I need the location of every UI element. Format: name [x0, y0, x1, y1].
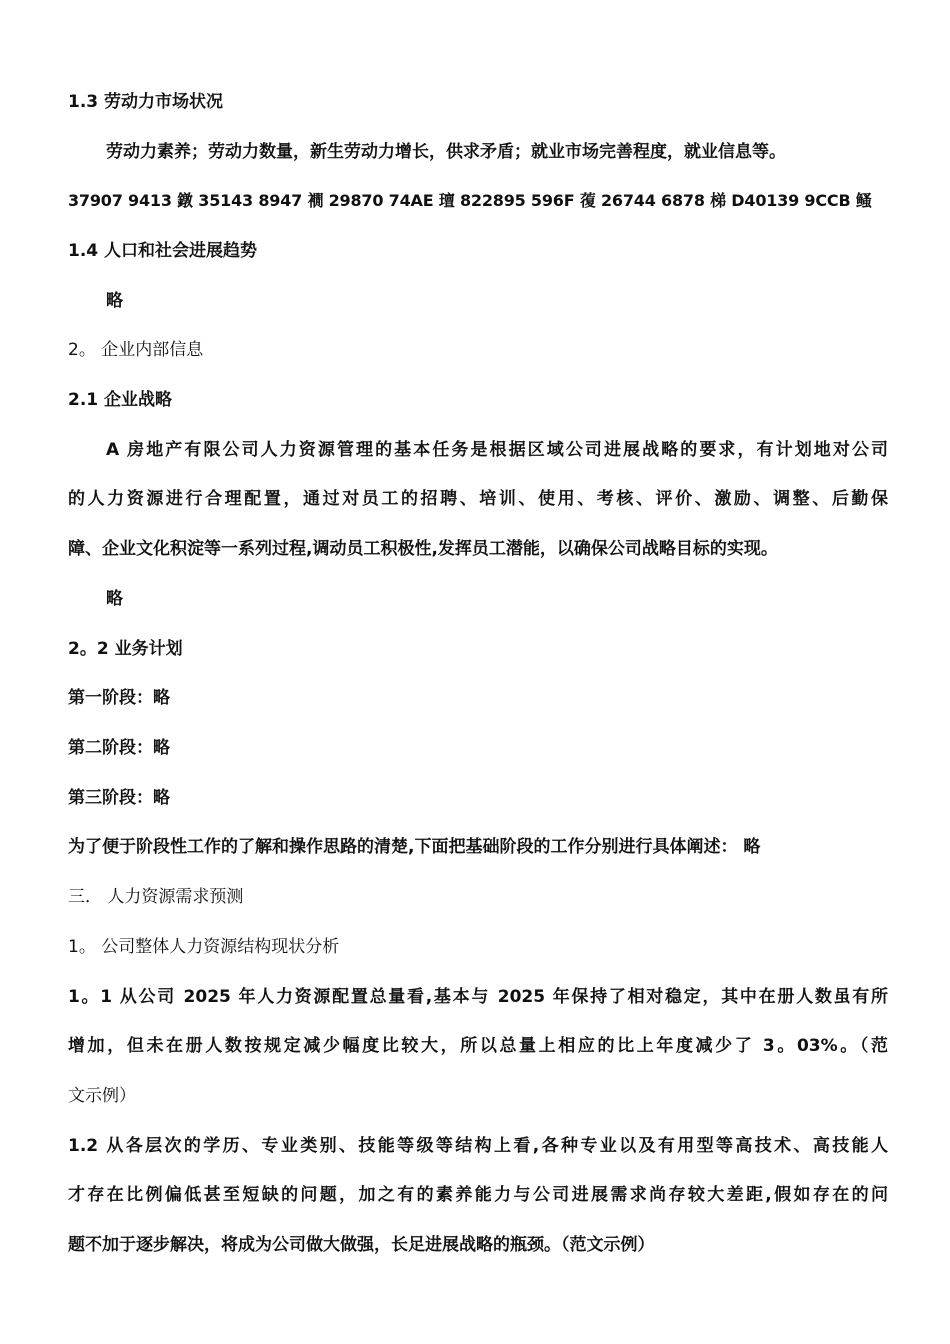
- stage-3: 第三阶段：略: [68, 788, 170, 808]
- heading-3-1: 1。 公司整体人力资源结构现状分析: [68, 937, 340, 957]
- paragraph-1-1-line-3: 文示例）: [68, 1086, 136, 1106]
- heading-2: 2。 企业内部信息: [68, 340, 204, 360]
- paragraph-stage: 为了便于阶段性工作的了解和操作思路的清楚,下面把基础阶段的工作分别进行具体阐述： 略: [68, 837, 761, 857]
- stage-2: 第二阶段：略: [68, 738, 170, 758]
- paragraph-1-2-line-2: 才存在比例偏低甚至短缺的问题，加之有的素养能力与公司进展需求尚存较大差距,假如存在的问: [68, 1185, 888, 1205]
- paragraph-2-1-line-3: 障、企业文化积淀等一系列过程,调动员工积极性,发挥员工潜能，以确保公司战略目标的实现。: [68, 539, 778, 559]
- paragraph-2-1-line-2: 的人力资源进行合理配置，通过对员工的招聘、培训、使用、考核、评价、激励、调整、后勤保: [68, 489, 888, 509]
- placeholder-text: 略: [106, 589, 123, 609]
- heading-1-3: 1.3 劳动力市场状况: [68, 92, 224, 112]
- stage-1: 第一阶段：略: [68, 688, 170, 708]
- heading-3: 三． 人力资源需求预测: [68, 887, 244, 907]
- paragraph-2-1-line-1: A 房地产有限公司人力资源管理的基本任务是根据区域公司进展战略的要求，有计划地对公司: [106, 440, 888, 460]
- paragraph-1-2-line-3: 题不加于逐步解决，将成为公司做大做强，长足进展战略的瓶颈。（范文示例）: [68, 1235, 655, 1255]
- paragraph-1-2-line-1: 1.2 从各层次的学历、专业类别、技能等级等结构上看,各种专业以及有用型等高技术、高技能人: [68, 1136, 888, 1156]
- code-line: 37907 9413 鐓 35143 8947 襉 29870 74AE 璮 822895 596F 蕧 26744 6878 梯 D40139 9CCB 鳋: [68, 191, 872, 210]
- heading-2-1: 2.1 企业战略: [68, 390, 173, 410]
- paragraph-1-1-line-1: 1。1 从公司 2025 年人力资源配置总量看,基本与 2025 年保持了相对稳定，其中在册人数虽有所: [68, 987, 888, 1007]
- paragraph-1-3: 劳动力素养；劳动力数量，新生劳动力增长，供求矛盾；就业市场完善程度，就业信息等。: [106, 142, 786, 162]
- placeholder-text: 略: [106, 291, 123, 311]
- heading-1-4: 1.4 人口和社会进展趋势: [68, 241, 258, 261]
- paragraph-1-1-line-2: 增加，但未在册人数按规定减少幅度比较大，所以总量上相应的比上年度减少了 3。03%。（范: [68, 1036, 888, 1056]
- heading-2-2: 2。2 业务计划: [68, 639, 183, 659]
